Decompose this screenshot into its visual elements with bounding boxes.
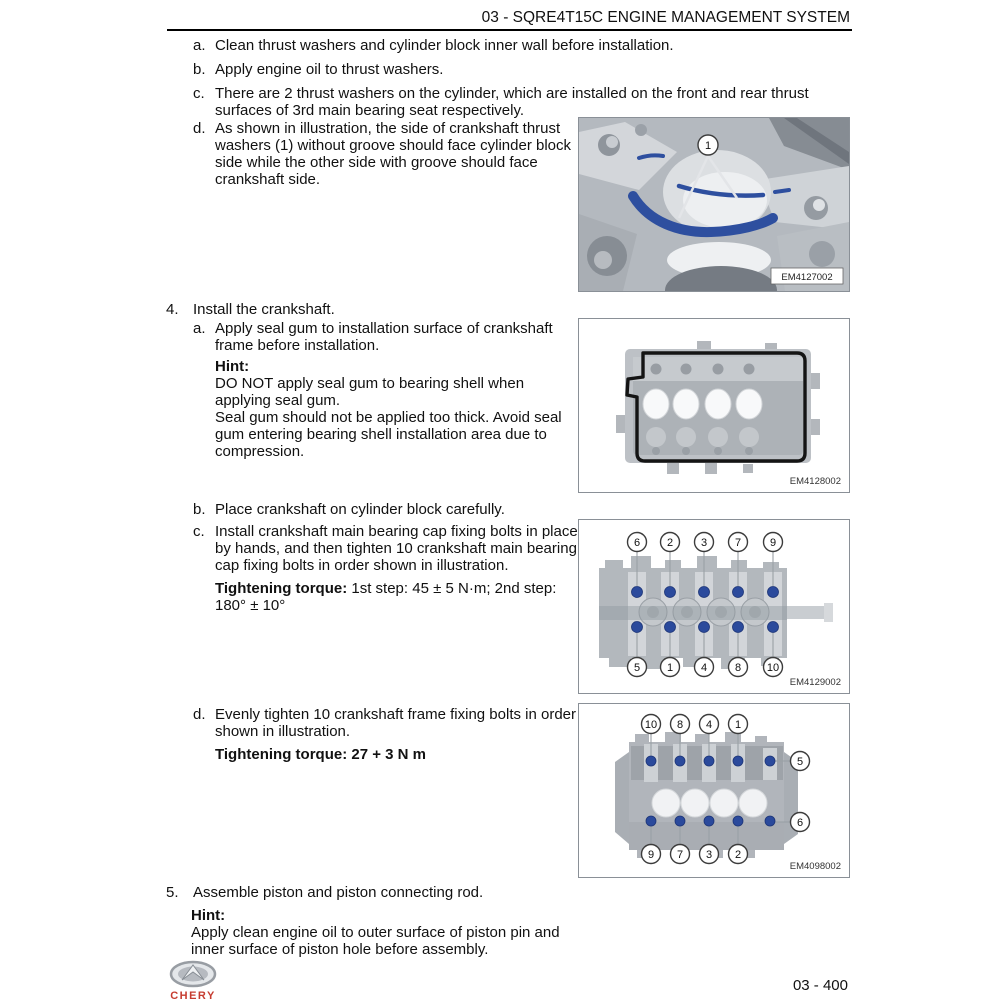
list-text: Apply seal gum to installation surface of crankshaft frame before installation. [215, 320, 553, 354]
list-item-c [193, 85, 867, 119]
svg-text:6: 6 [796, 817, 804, 829]
svg-text:10: 10 [644, 719, 658, 731]
thrust-washer-illustration [579, 118, 849, 291]
chery-logo-icon [156, 960, 230, 1002]
hint-text: Apply clean engine oil to outer surface of piston pin and inner surface of piston hole before assembly. [191, 924, 560, 958]
svg-text:3: 3 [705, 849, 713, 861]
svg-text:9: 9 [647, 849, 655, 861]
hint-text: Seal gum should not be applied too thick. Avoid seal gum entering bearing shell installation area due to compression. [215, 409, 562, 460]
svg-text:3: 3 [700, 537, 708, 549]
list-label: d. [193, 706, 206, 723]
list-label: c. [193, 523, 205, 540]
page-title: 03 - SQRE4T15C ENGINE MANAGEMENT SYSTEM [481, 9, 850, 26]
svg-text:7: 7 [676, 849, 684, 861]
list-item-d [193, 120, 573, 188]
list-text: As shown in illustration, the side of crankshaft thrust washers (1) without groove should face cylinder block side while the other side with groove should face crankshaft side. [215, 120, 572, 188]
list-label: a. [193, 37, 206, 54]
svg-text:1: 1 [734, 719, 742, 731]
list-label: a. [193, 320, 206, 337]
figure-frame-bolts [578, 703, 850, 878]
hint-label: Hint: [215, 358, 250, 375]
svg-text:9: 9 [769, 537, 777, 549]
header-rule [167, 29, 852, 31]
svg-text:4: 4 [705, 719, 713, 731]
figure-thrust-washers [578, 117, 850, 292]
torque-label: Tightening torque: [215, 580, 348, 597]
callout-1 [698, 135, 718, 155]
figure-label: EM4098002 [789, 861, 841, 872]
list-label: b. [193, 501, 206, 518]
list-item-b [193, 61, 867, 78]
svg-text:8: 8 [676, 719, 684, 731]
svg-text:2: 2 [666, 537, 674, 549]
step-4 [166, 301, 335, 318]
list-label: d. [193, 120, 206, 137]
hint-label: Hint: [191, 907, 226, 924]
svg-text:5: 5 [633, 662, 641, 674]
svg-text:8: 8 [734, 662, 742, 674]
list-text: Place crankshaft on cylinder block carefully. [215, 501, 505, 518]
step-number: 4. [166, 301, 179, 318]
step-number: 5. [166, 884, 179, 901]
svg-text:6: 6 [633, 537, 641, 549]
figure-bearing-cap-bolts [578, 519, 850, 694]
bearing-cap-bolt-order-illustration [579, 520, 849, 693]
torque-label: Tightening torque: [215, 746, 348, 763]
hint-block-4a [215, 358, 567, 460]
list-text: Install crankshaft main bearing cap fixing bolts in place by hands, and then tighten 10 crankshaft main bearing cap fixing bolts in order shown in illustration. [215, 523, 578, 574]
hint-text: DO NOT apply seal gum to bearing shell when applying seal gum. [215, 375, 525, 409]
list-text: Clean thrust washers and cylinder block inner wall before installation. [215, 37, 674, 54]
list-item-4b [193, 501, 615, 518]
list-item-a [193, 37, 867, 54]
torque-spec-4c [215, 580, 567, 614]
list-label: b. [193, 61, 206, 78]
callout-row-top [642, 715, 748, 734]
figure-label: EM4128002 [789, 476, 841, 487]
list-item-4d [193, 706, 583, 740]
list-text: There are 2 thrust washers on the cylinder, which are installed on the front and rear thrust surfaces of 3rd main bearing seat respectively. [215, 85, 809, 119]
step-title: Assemble piston and piston connecting rod. [193, 884, 484, 901]
svg-text:7: 7 [734, 537, 742, 549]
svg-text:1: 1 [666, 662, 674, 674]
step-title: Install the crankshaft. [193, 301, 335, 318]
callout-row-top [628, 533, 783, 552]
torque-value: 1st step: 45 ± 5 N·m; 2nd step: 180° ± 10° [215, 580, 557, 614]
list-item-4c [193, 523, 583, 574]
figure-label: EM4129002 [789, 677, 841, 688]
list-label: c. [193, 85, 205, 102]
chery-logo [156, 960, 230, 1006]
list-item-4a [193, 320, 567, 354]
step-5 [166, 884, 483, 901]
page-number: 03 - 400 [792, 977, 848, 994]
svg-text:10: 10 [766, 662, 780, 674]
figure-seal-gum [578, 318, 850, 493]
svg-text:4: 4 [700, 662, 708, 674]
torque-spec-4d [215, 746, 575, 763]
torque-value: 27 + 3 N m [351, 746, 427, 763]
seal-gum-illustration [579, 319, 849, 492]
svg-text:5: 5 [796, 756, 804, 768]
figure-label: EM4127002 [781, 272, 833, 283]
chery-logo-text: CHERY [170, 990, 216, 1002]
list-text: Apply engine oil to thrust washers. [215, 61, 444, 78]
hint-block-5 [191, 907, 583, 958]
list-text: Evenly tighten 10 crankshaft frame fixing bolts in order shown in illustration. [215, 706, 577, 740]
svg-text:1: 1 [704, 140, 712, 152]
frame-bolt-order-illustration [579, 704, 849, 877]
svg-text:2: 2 [734, 849, 742, 861]
